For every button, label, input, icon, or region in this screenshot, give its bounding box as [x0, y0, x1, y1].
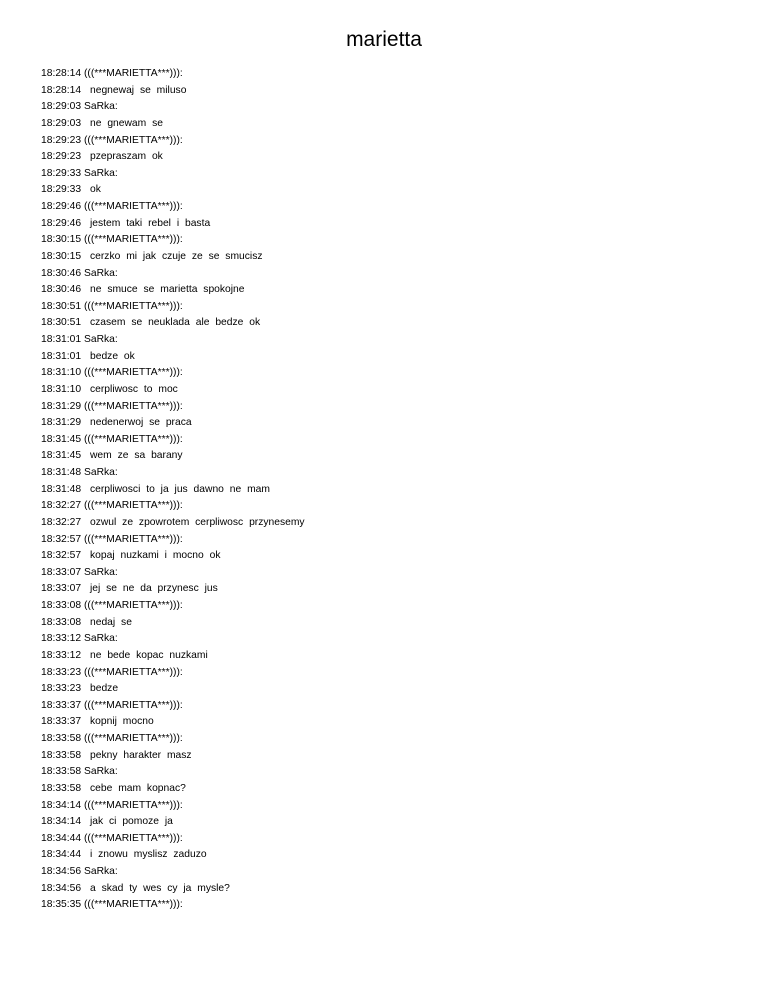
chat-speaker-line: [41, 565, 305, 582]
timestamp: 18:28:14: [41, 68, 82, 79]
chat-speaker-line: [41, 631, 305, 648]
timestamp: 18:34:56: [41, 882, 82, 894]
timestamp: 18:32:57: [41, 533, 82, 545]
chat-speaker-line: [41, 99, 305, 116]
speaker-name: SaRka:: [83, 633, 118, 645]
chat-speaker-line: [41, 897, 305, 914]
timestamp: 18:34:56: [41, 866, 82, 877]
timestamp: 18:31:01: [41, 350, 82, 362]
chat-speaker-line: [41, 864, 305, 881]
timestamp: 18:33:12: [41, 633, 82, 645]
timestamp: 18:30:51: [41, 317, 82, 329]
chat-speaker-line: [41, 266, 305, 283]
speaker-name: (((***MARIETTA***))):: [83, 300, 183, 312]
chat-message-line: [41, 282, 305, 299]
chat-speaker-line: [41, 465, 305, 482]
timestamp: 18:29:03: [41, 101, 82, 113]
timestamp: 18:29:23: [41, 151, 82, 163]
timestamp: 18:31:01: [41, 334, 82, 345]
chat-message-line: [41, 781, 305, 798]
chat-message-line: [41, 515, 305, 532]
timestamp: 18:29:33: [41, 184, 82, 196]
timestamp: 18:32:57: [41, 550, 82, 562]
timestamp: 18:29:03: [41, 117, 82, 129]
message-text: bedze ok: [90, 350, 135, 362]
chat-message-line: [41, 581, 305, 598]
speaker-name: (((***MARIETTA***))):: [83, 699, 183, 711]
timestamp: 18:33:07: [41, 583, 82, 595]
chat-message-line: [41, 814, 305, 831]
speaker-name: (((***MARIETTA***))):: [83, 400, 183, 412]
timestamp: 18:31:29: [41, 417, 82, 429]
speaker-name: SaRka:: [83, 467, 118, 478]
speaker-name: (((***MARIETTA***))):: [83, 799, 183, 811]
chat-message-line: [41, 216, 305, 233]
speaker-name: (((***MARIETTA***))):: [83, 500, 183, 512]
speaker-name: SaRka:: [83, 167, 118, 179]
speaker-name: (((***MARIETTA***))):: [83, 433, 183, 445]
timestamp: 18:31:10: [41, 367, 82, 379]
timestamp: 18:31:29: [41, 400, 82, 412]
timestamp: 18:29:46: [41, 201, 82, 212]
message-text: nedenerwoj se praca: [90, 417, 192, 429]
timestamp: 18:34:14: [41, 816, 82, 828]
chat-speaker-line: [41, 299, 305, 316]
message-text: jak ci pomoze ja: [90, 816, 173, 828]
timestamp: 18:33:07: [41, 566, 82, 578]
chat-message-line: [41, 648, 305, 665]
chat-message-line: [41, 249, 305, 266]
chat-message-line: [41, 349, 305, 366]
speaker-name: (((***MARIETTA***))):: [83, 68, 183, 79]
timestamp: 18:31:45: [41, 433, 82, 445]
chat-message-line: [41, 149, 305, 166]
timestamp: 18:33:23: [41, 666, 82, 678]
timestamp: 18:31:45: [41, 450, 82, 462]
chat-message-line: [41, 448, 305, 465]
chat-log: [41, 66, 305, 914]
message-text: ne gnewam se: [90, 117, 163, 129]
chat-message-line: [41, 182, 305, 199]
timestamp: 18:34:14: [41, 799, 82, 811]
timestamp: 18:28:14: [41, 84, 82, 96]
chat-speaker-line: [41, 133, 305, 150]
speaker-name: SaRka:: [83, 267, 118, 279]
speaker-name: (((***MARIETTA***))):: [83, 899, 183, 911]
message-text: ne smuce se marietta spokojne: [90, 284, 245, 296]
message-text: i znowu myslisz zaduzo: [90, 849, 207, 861]
timestamp: 18:30:46: [41, 267, 82, 279]
timestamp: 18:29:33: [41, 167, 82, 179]
timestamp: 18:30:46: [41, 284, 82, 296]
timestamp: 18:33:58: [41, 766, 82, 778]
timestamp: 18:30:15: [41, 234, 82, 246]
chat-speaker-line: [41, 831, 305, 848]
chat-speaker-line: [41, 399, 305, 416]
speaker-name: (((***MARIETTA***))):: [83, 733, 183, 744]
message-text: nedaj se: [90, 616, 132, 628]
speaker-name: SaRka:: [83, 334, 118, 345]
speaker-name: (((***MARIETTA***))):: [83, 234, 183, 246]
chat-speaker-line: [41, 698, 305, 715]
chat-speaker-line: [41, 598, 305, 615]
speaker-name: (((***MARIETTA***))):: [83, 666, 183, 678]
chat-speaker-line: [41, 199, 305, 216]
timestamp: 18:29:46: [41, 217, 82, 229]
timestamp: 18:33:58: [41, 749, 82, 761]
message-text: kopnij mocno: [90, 716, 154, 728]
chat-message-line: [41, 681, 305, 698]
timestamp: 18:33:08: [41, 616, 82, 628]
speaker-name: SaRka:: [83, 866, 118, 877]
chat-speaker-line: [41, 498, 305, 515]
timestamp: 18:33:08: [41, 600, 82, 611]
timestamp: 18:33:23: [41, 683, 82, 695]
timestamp: 18:31:10: [41, 383, 82, 395]
chat-speaker-line: [41, 764, 305, 781]
chat-message-line: [41, 548, 305, 565]
chat-message-line: [41, 415, 305, 432]
message-text: ok: [90, 184, 101, 196]
chat-message-line: [41, 847, 305, 864]
timestamp: 18:34:44: [41, 849, 82, 861]
chat-speaker-line: [41, 166, 305, 183]
chat-message-line: [41, 382, 305, 399]
chat-message-line: [41, 615, 305, 632]
message-text: jej se ne da przynesc jus: [90, 583, 218, 595]
chat-message-line: [41, 482, 305, 499]
chat-message-line: [41, 881, 305, 898]
speaker-name: SaRka:: [83, 766, 118, 778]
message-text: a skad ty wes cy ja mysle?: [90, 882, 230, 894]
message-text: jestem taki rebel i basta: [90, 217, 211, 229]
chat-message-line: [41, 116, 305, 133]
timestamp: 18:32:27: [41, 500, 82, 512]
timestamp: 18:30:15: [41, 250, 82, 262]
speaker-name: (((***MARIETTA***))):: [83, 832, 183, 844]
chat-speaker-line: [41, 665, 305, 682]
speaker-name: (((***MARIETTA***))):: [83, 201, 183, 212]
message-text: cerpliwosci to ja jus dawno ne mam: [90, 483, 270, 495]
chat-speaker-line: [41, 365, 305, 382]
chat-speaker-line: [41, 532, 305, 549]
timestamp: 18:31:48: [41, 467, 82, 478]
timestamp: 18:34:44: [41, 832, 82, 844]
chat-message-line: [41, 714, 305, 731]
timestamp: 18:33:58: [41, 733, 82, 744]
speaker-name: SaRka:: [83, 566, 118, 578]
message-text: ozwul ze zpowrotem cerpliwosc przynesemy: [90, 516, 305, 528]
message-text: czasem se neuklada ale bedze ok: [90, 317, 261, 329]
chat-speaker-line: [41, 66, 305, 83]
timestamp: 18:33:37: [41, 699, 82, 711]
timestamp: 18:33:12: [41, 649, 82, 661]
timestamp: 18:32:27: [41, 516, 82, 528]
message-text: kopaj nuzkami i mocno ok: [90, 550, 221, 562]
message-text: cerzko mi jak czuje ze se smucisz: [90, 250, 263, 262]
chat-speaker-line: [41, 332, 305, 349]
message-text: pzepraszam ok: [90, 151, 163, 163]
message-text: wem ze sa barany: [90, 450, 183, 462]
speaker-name: (((***MARIETTA***))):: [83, 533, 183, 545]
chat-speaker-line: [41, 232, 305, 249]
timestamp: 18:35:35: [41, 899, 82, 911]
speaker-name: SaRka:: [83, 101, 118, 113]
message-text: pekny harakter masz: [90, 749, 192, 761]
speaker-name: (((***MARIETTA***))):: [83, 134, 183, 146]
chat-message-line: [41, 83, 305, 100]
timestamp: 18:33:58: [41, 782, 82, 794]
speaker-name: (((***MARIETTA***))):: [83, 600, 183, 611]
message-text: bedze: [90, 683, 119, 695]
chat-speaker-line: [41, 798, 305, 815]
speaker-name: (((***MARIETTA***))):: [83, 367, 183, 379]
message-text: cerpliwosc to moc: [90, 383, 178, 395]
message-text: ne bede kopac nuzkami: [90, 649, 208, 661]
chat-speaker-line: [41, 432, 305, 449]
chat-message-line: [41, 315, 305, 332]
message-text: negnewaj se miluso: [90, 84, 187, 96]
message-text: cebe mam kopnac?: [90, 782, 186, 794]
chat-speaker-line: [41, 731, 305, 748]
timestamp: 18:33:37: [41, 716, 82, 728]
document-title: marietta: [346, 28, 422, 51]
chat-message-line: [41, 748, 305, 765]
timestamp: 18:31:48: [41, 483, 82, 495]
timestamp: 18:29:23: [41, 134, 82, 146]
timestamp: 18:30:51: [41, 300, 82, 312]
